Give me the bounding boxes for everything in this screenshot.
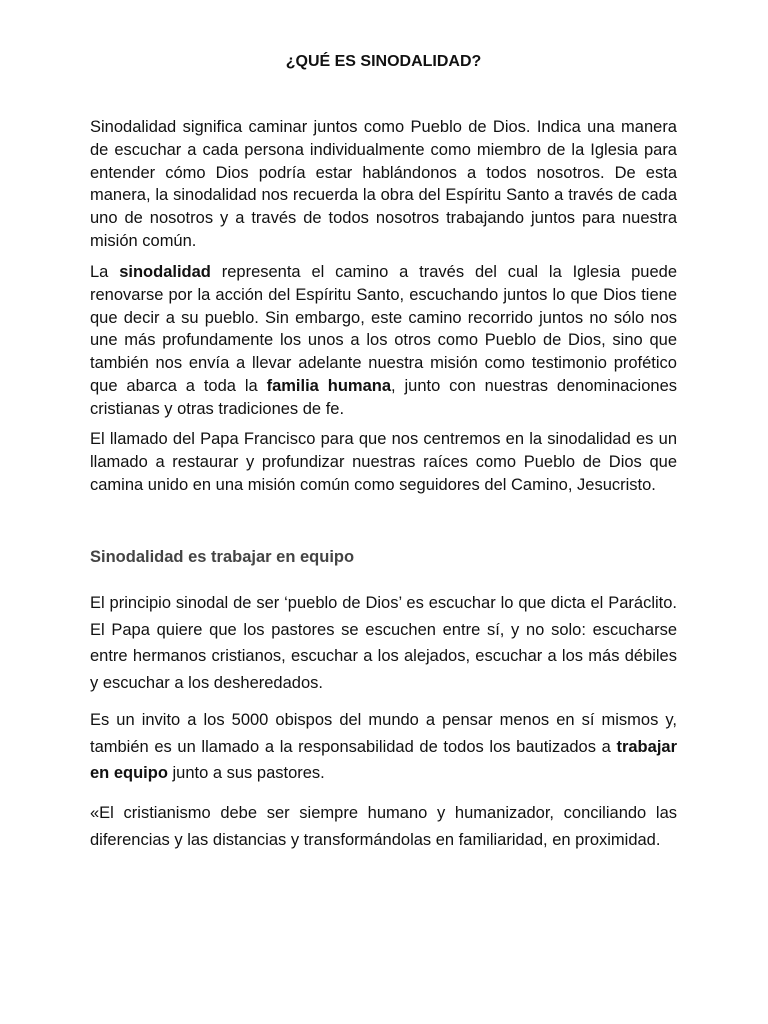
text-run: La (90, 263, 120, 281)
text-run: , junto con nuestras denominaciones cristianas y otras tradiciones de fe. (90, 376, 677, 418)
paragraph-definition: Sinodalidad significa caminar juntos como Pueblo de Dios. Indica una manera de escuchar a cada persona individualmente como miembro de la Iglesia para entender cómo Dios podría estar hablándonos a todos nosotros. De esta manera, la sinodalidad nos recuerda la obra del Espíritu Santo a través de cada uno de nosotros y a través de todos nosotros trabajando juntos para nuestra misión común. (90, 118, 677, 250)
text-run: Es un invito a los 5000 obispos del mundo a pensar menos en sí mismos y, también es un llamado a la responsabilidad de todos los bautizados a (90, 711, 677, 756)
bold-term-familia-humana: familia humana (266, 376, 392, 395)
text-run: junto a sus pastores. (167, 764, 325, 782)
paragraph-quote-cristianismo: «El cristianismo debe ser siempre humano y humanizador, conciliando las diferencias y las distancias y transformándolas en familiaridad, en proximidad. (90, 804, 677, 849)
paragraph-camino (90, 261, 677, 421)
bold-term-trabajar-en-equipo: trabajar en equipo (90, 737, 677, 782)
text-run: representa el camino a través del cual la Iglesia puede renovarse por la acción del Espíritu Santo, escuchando juntos lo que Dios tiene que decir a su pueblo. Sin embargo, este camino recorrido juntos no sólo nos une más profundamente los unos a los otros como Pueblo de Dios, sino que también nos envía a llevar adelante nuestra misión como testimonio profético que abarca a toda la (90, 263, 678, 395)
document-page (90, 0, 677, 1024)
document-title: ¿QUÉ ES SINODALIDAD? (285, 53, 482, 70)
paragraph-principio-sinodal: El principio sinodal de ser ‘pueblo de Dios’ es escuchar lo que dicta el Paráclito. El Papa quiere que los pastores se escuchen entre sí, y no solo: escucharse entre hermanos cristianos, escuchar a los alejados, escuchar a los más débiles y escuchar a los desheredados. (90, 594, 677, 692)
bold-term-sinodalidad: sinodalidad (119, 263, 211, 281)
paragraph-invito-obispos (90, 707, 677, 787)
section-subheading: Sinodalidad es trabajar en equipo (90, 548, 355, 566)
paragraph-llamado-papa: El llamado del Papa Francisco para que nos centremos en la sinodalidad es un llamado a restaurar y profundizar nuestras raíces como Pueblo de Dios que camina unido en una misión común como seguidores del Camino, Jesucristo. (90, 430, 677, 494)
